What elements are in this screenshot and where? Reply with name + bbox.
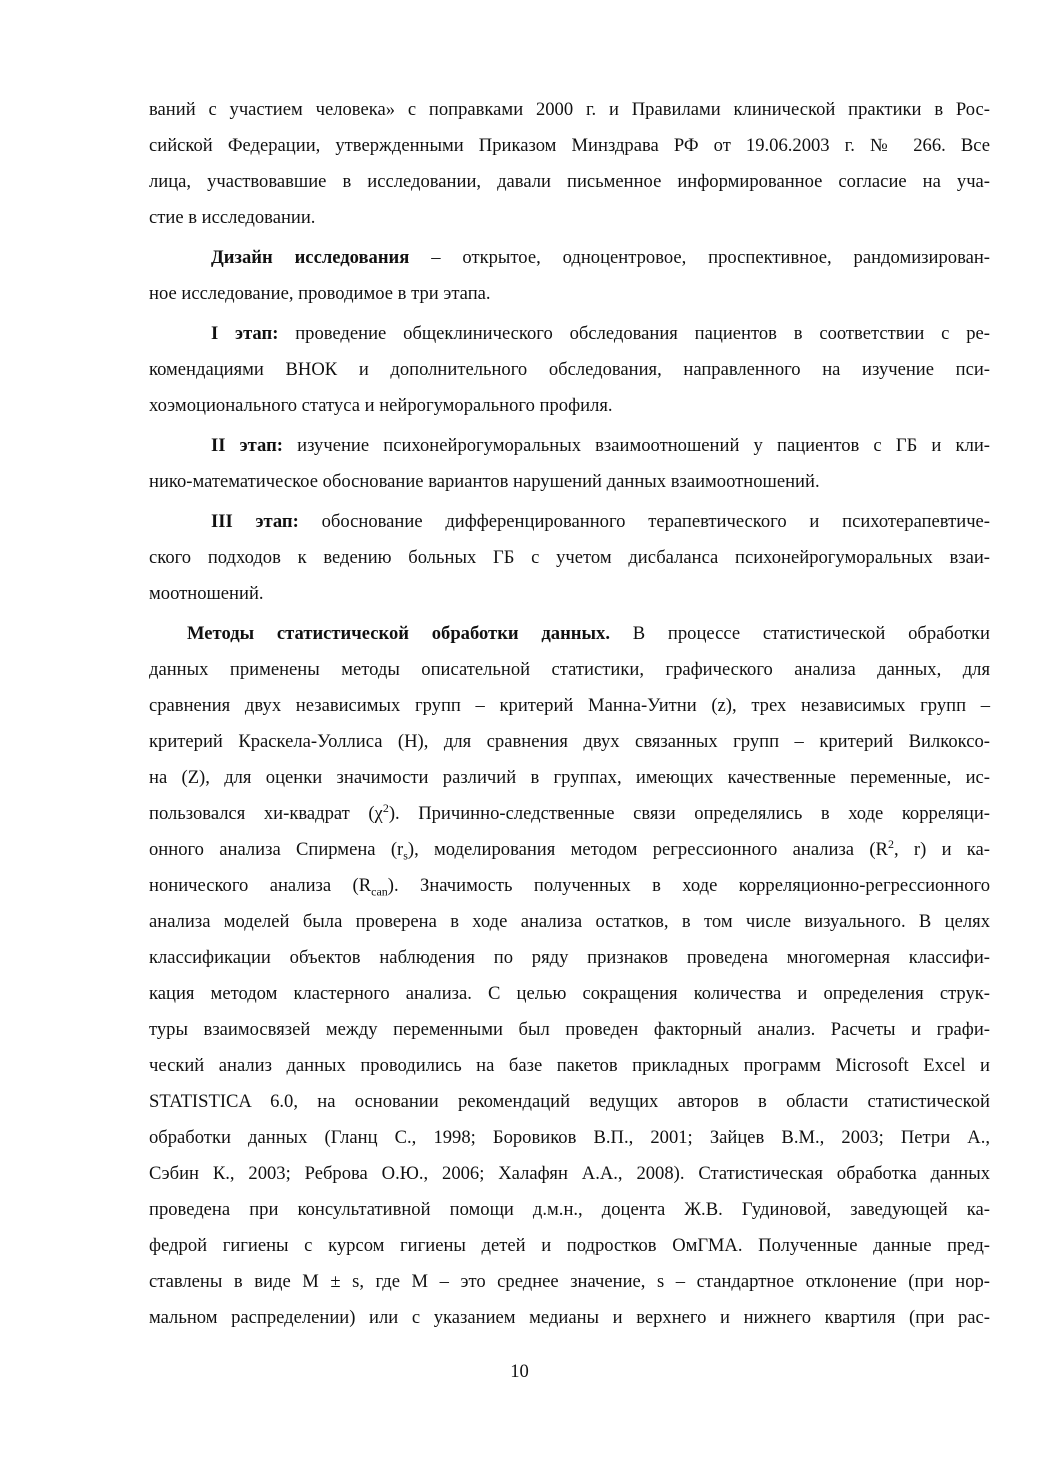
line-text: классификации объектов наблюдения по ряду признаков проведена многомерная классифи- — [149, 947, 990, 968]
line-text: обоснование дифференцированного терапевтического и психотерапевтиче- — [298, 511, 990, 532]
text-line — [149, 316, 990, 352]
line-text: ского подходов к ведению больных ГБ с учетом дисбаланса психонейрогуморальных взаи- — [149, 547, 990, 568]
text-line — [149, 832, 990, 868]
line-text: STATISTICA 6.0, на основании рекомендаций ведущих авторов в области статистической — [149, 1091, 990, 1112]
bold-heading-text: II этап: — [211, 435, 283, 456]
text-line — [149, 504, 990, 540]
line-text: туры взаимосвязей между переменными был проведен факторный анализ. Расчеты и графи- — [149, 1019, 990, 1040]
bold-heading-text: III этап: — [211, 511, 299, 532]
line-text: ное исследование, проводимое в три этапа. — [149, 283, 491, 304]
text-line — [149, 1264, 990, 1300]
subscript: can — [371, 884, 388, 899]
line-text: сравнения двух независимых групп – критерий Манна-Уитни (z), трех независимых групп – — [149, 695, 990, 716]
body-text — [149, 92, 990, 1336]
line-text: стие в исследовании. — [149, 207, 316, 228]
line-text: ваний с участием человека» с поправками 2000 г. и Правилами клинической практики в Рос- — [149, 99, 990, 120]
line-text: ), моделирования методом регрессионного анализа (R — [407, 839, 888, 860]
line-text: хоэмоционального статуса и нейрогуморального профиля. — [149, 395, 613, 416]
text-line — [149, 200, 990, 236]
text-line — [149, 1012, 990, 1048]
line-text: анализа моделей была проверена в ходе анализа остатков, в том числе визуального. В целях — [149, 911, 990, 932]
text-line — [149, 1228, 990, 1264]
line-text: нонического анализа (R — [149, 875, 372, 896]
text-line — [149, 276, 990, 312]
text-line — [149, 128, 990, 164]
line-text: Сэбин К., 2003; Реброва О.Ю., 2006; Халафян А.А., 2008). Статистическая обработка данных — [149, 1163, 990, 1184]
line-text: – открытое, одноцентровое, проспективное, рандомизирован- — [409, 247, 990, 268]
bold-heading-text: Методы статистической обработки данных. — [187, 623, 610, 644]
line-text: моотношений. — [149, 583, 264, 604]
line-text: изучение психонейрогуморальных взаимоотношений у пациентов с ГБ и кли- — [282, 435, 990, 456]
text-line — [149, 576, 990, 612]
text-line — [149, 92, 990, 128]
bold-heading-text: I этап: — [211, 323, 279, 344]
text-line — [149, 868, 990, 904]
text-line — [149, 1048, 990, 1084]
line-text: пользовался хи-квадрат (χ — [149, 803, 383, 824]
line-text: на (Z), для оценки значимости различий в группах, имеющих качественные переменные, ис- — [149, 767, 990, 788]
line-text: , r) и ка- — [893, 839, 991, 860]
text-line — [149, 1084, 990, 1120]
line-text: мальном распределении) или с указанием медианы и верхнего и нижнего квартиля (при рас- — [149, 1307, 990, 1328]
bold-heading-text: Дизайн исследования — [211, 247, 410, 268]
text-line — [149, 388, 990, 424]
line-text: ставлены в виде M ± s, где M – это среднее значение, s – стандартное отклонение (при нор- — [149, 1271, 990, 1292]
text-line — [149, 428, 990, 464]
text-line — [149, 540, 990, 576]
line-text: ческий анализ данных проводились на базе пакетов прикладных программ Microsoft Excel и — [149, 1055, 990, 1076]
text-line — [149, 1300, 990, 1336]
text-line — [149, 688, 990, 724]
line-text: лица, участвовавшие в исследовании, давали письменное информированное согласие на уча- — [149, 171, 990, 192]
line-text: онного анализа Спирмена (r — [149, 839, 404, 860]
line-text: федрой гигиены с курсом гигиены детей и подростков ОмГМА. Полученные данные пред- — [149, 1235, 990, 1256]
line-text: обработки данных (Гланц С., 1998; Боровиков В.П., 2001; Зайцев В.М., 2003; Петри А., — [149, 1127, 990, 1148]
superscript: 2 — [382, 800, 389, 815]
line-text: ). Значимость полученных в ходе корреляционно-регрессионного — [387, 875, 990, 896]
subscript: s — [403, 848, 408, 863]
line-text: данных применены методы описательной статистики, графического анализа данных, для — [149, 659, 990, 680]
text-line — [149, 904, 990, 940]
line-text: проведена при консультативной помощи д.м.н., доцента Ж.В. Гудиновой, заведующей ка- — [149, 1199, 990, 1220]
text-line — [149, 760, 990, 796]
text-line — [149, 652, 990, 688]
text-line — [149, 464, 990, 500]
text-line — [149, 1156, 990, 1192]
line-text: кация методом кластерного анализа. С целью сокращения количества и определения струк- — [149, 983, 990, 1004]
text-line — [149, 724, 990, 760]
line-text: нико-математическое обоснование вариантов нарушений данных взаимоотношений. — [149, 471, 820, 492]
text-line — [149, 1192, 990, 1228]
line-text: комендациями ВНОК и дополнительного обследования, направленного на изучение пси- — [149, 359, 990, 380]
text-line — [149, 240, 990, 276]
superscript: 2 — [887, 836, 894, 851]
line-text: критерий Краскела-Уоллиса (H), для сравнения двух связанных групп – критерий Вилкоксо- — [149, 731, 990, 752]
text-line — [149, 976, 990, 1012]
text-line — [149, 164, 990, 200]
line-text: сийской Федерации, утвержденными Приказом Минздрава РФ от 19.06.2003 г. № 266. Все — [149, 135, 990, 156]
line-text: В процессе статистической обработки — [609, 623, 990, 644]
line-text: проведение общеклинического обследования пациентов в соответствии с ре- — [278, 323, 990, 344]
text-line — [149, 1120, 990, 1156]
text-line — [149, 796, 990, 832]
text-line — [149, 352, 990, 388]
page-number: 10 — [510, 1361, 529, 1382]
text-line — [149, 616, 990, 652]
text-line — [149, 940, 990, 976]
line-text: ). Причинно-следственные связи определялись в ходе корреляци- — [388, 803, 990, 824]
